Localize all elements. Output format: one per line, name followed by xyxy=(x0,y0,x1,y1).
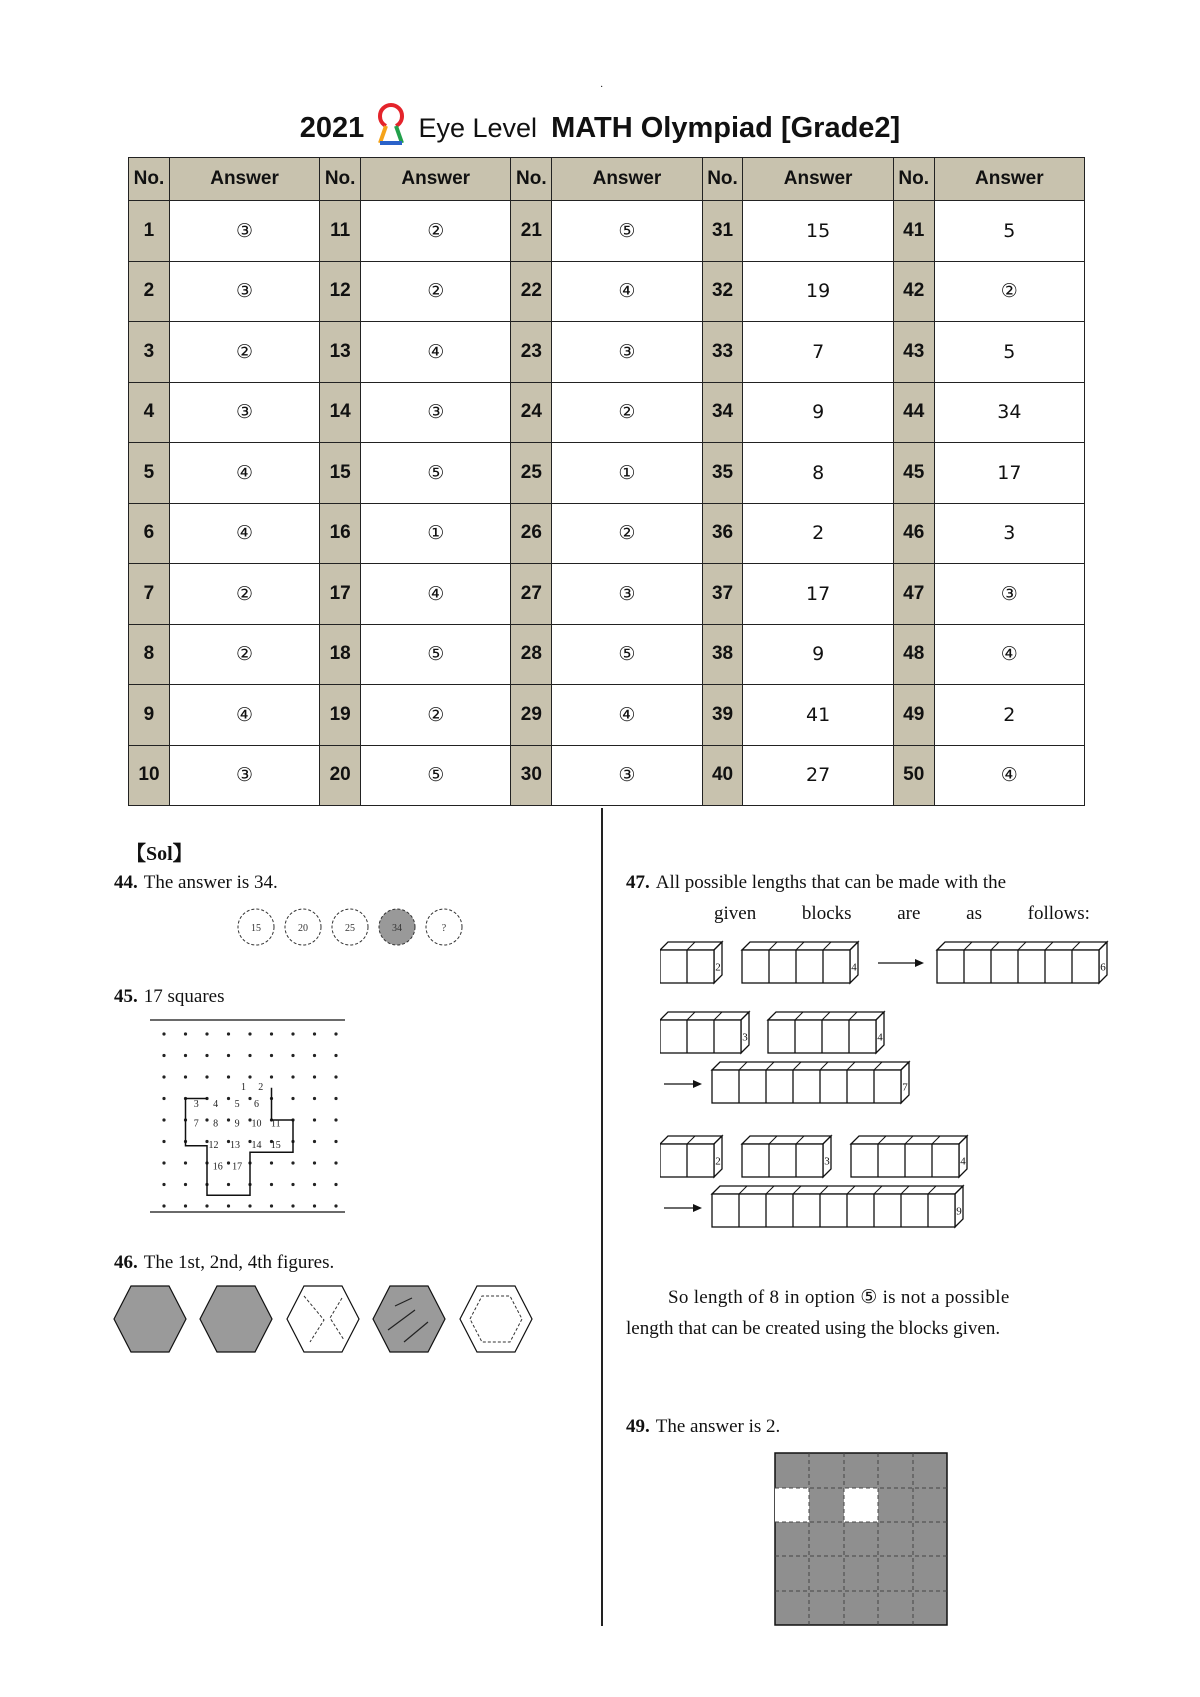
question-number-cell: 20 xyxy=(320,745,361,806)
question-number-cell: 50 xyxy=(893,745,934,806)
sequence-circle-label: 15 xyxy=(251,923,261,934)
q45-dot-grid-figure xyxy=(150,1018,345,1214)
q47-line1: All possible lengths that can be made with the xyxy=(655,872,1007,893)
answer-cell: ⑤ xyxy=(361,624,511,685)
no-header: No. xyxy=(320,158,361,201)
answer-cell: ④ xyxy=(552,261,702,322)
q47-word: blocks xyxy=(801,903,852,924)
cube-block xyxy=(660,942,722,983)
arrow-icon xyxy=(664,1080,702,1088)
logo-text: Eye Level xyxy=(418,113,538,143)
answer-cell: ③ xyxy=(552,322,702,383)
answer-table-header xyxy=(129,158,1085,201)
cube-block xyxy=(742,942,858,983)
question-number-cell: 32 xyxy=(702,261,743,322)
question-number-cell: 26 xyxy=(511,503,552,564)
answer-cell: 17 xyxy=(934,443,1084,504)
answer-cell: 34 xyxy=(934,382,1084,443)
question-number-cell: 10 xyxy=(129,745,170,806)
question-number-cell: 40 xyxy=(702,745,743,806)
answer-cell: 5 xyxy=(934,201,1084,262)
answer-cell: ③ xyxy=(552,745,702,806)
q47-word: are xyxy=(897,903,921,924)
table-row xyxy=(129,201,1085,262)
hexagon-figure-5 xyxy=(460,1286,532,1352)
question-number-cell: 1 xyxy=(129,201,170,262)
question-number-cell: 24 xyxy=(511,382,552,443)
question-number-cell: 8 xyxy=(129,624,170,685)
answer-cell: ④ xyxy=(169,503,319,564)
answer-cell: 27 xyxy=(743,745,893,806)
q47-word: given xyxy=(714,903,757,924)
q49-grid-figure xyxy=(774,1452,950,1628)
arrow-icon xyxy=(664,1204,702,1212)
answer-cell: 2 xyxy=(743,503,893,564)
question-number-cell: 43 xyxy=(893,322,934,383)
q47-blocks-figure xyxy=(660,932,1120,1232)
question-number-cell: 49 xyxy=(893,685,934,746)
header-mark: · xyxy=(600,82,604,93)
sequence-circle-label: 25 xyxy=(345,923,355,934)
table-row xyxy=(129,322,1085,383)
block-length-label: 4 xyxy=(960,1155,966,1168)
question-number-cell: 7 xyxy=(129,564,170,625)
table-row xyxy=(129,503,1085,564)
column-divider xyxy=(601,808,603,1626)
no-header: No. xyxy=(702,158,743,201)
q44-statement xyxy=(114,872,278,894)
square-number-label: 2 xyxy=(258,1081,264,1093)
square-number-label: 13 xyxy=(229,1139,240,1151)
answer-cell: ④ xyxy=(169,443,319,504)
square-number-label: 5 xyxy=(234,1099,240,1111)
q47-conclusion-line1: So length of 8 in option ⑤ is not a possible xyxy=(668,1287,1010,1308)
q45-number: 45. xyxy=(114,986,138,1007)
question-number-cell: 34 xyxy=(702,382,743,443)
question-number-cell: 31 xyxy=(702,201,743,262)
q49-white-square xyxy=(775,1488,809,1522)
sequence-circle xyxy=(332,909,368,945)
q49-white-square xyxy=(844,1488,878,1522)
table-row xyxy=(129,564,1085,625)
block-length-label: 4 xyxy=(851,961,857,974)
square-number-label: 6 xyxy=(253,1099,259,1111)
answer-cell: ③ xyxy=(934,564,1084,625)
question-number-cell: 3 xyxy=(129,322,170,383)
question-number-cell: 17 xyxy=(320,564,361,625)
block-length-label: 2 xyxy=(715,961,721,974)
answer-cell: 2 xyxy=(934,685,1084,746)
table-row xyxy=(129,261,1085,322)
answer-cell: ③ xyxy=(169,201,319,262)
question-number-cell: 35 xyxy=(702,443,743,504)
answer-cell: ③ xyxy=(552,564,702,625)
question-number-cell: 6 xyxy=(129,503,170,564)
square-number-label: 11 xyxy=(270,1118,281,1130)
eye-level-logo-icon xyxy=(376,102,406,146)
q49-statement xyxy=(626,1416,780,1438)
answer-cell: ③ xyxy=(169,382,319,443)
q49-number: 49. xyxy=(626,1416,650,1437)
square-number-label: 1 xyxy=(241,1081,247,1093)
question-number-cell: 39 xyxy=(702,685,743,746)
question-number-cell: 13 xyxy=(320,322,361,383)
answer-cell: ② xyxy=(361,261,511,322)
table-row xyxy=(129,685,1085,746)
table-row xyxy=(129,443,1085,504)
question-number-cell: 48 xyxy=(893,624,934,685)
question-number-cell: 19 xyxy=(320,685,361,746)
q45-statement xyxy=(114,986,224,1008)
square-number-label: 7 xyxy=(193,1118,199,1130)
no-header: No. xyxy=(129,158,170,201)
q47-statement-line1 xyxy=(626,872,1006,894)
answer-header: Answer xyxy=(743,158,893,201)
answer-cell: ⑤ xyxy=(361,443,511,504)
answer-header: Answer xyxy=(361,158,511,201)
square-number-label: 15 xyxy=(270,1139,281,1151)
hexagon-figure-2 xyxy=(200,1286,272,1352)
answer-cell: ② xyxy=(361,201,511,262)
q47-conclusion-line2: length that can be created using the blocks given. xyxy=(626,1318,1001,1339)
answer-cell: 8 xyxy=(743,443,893,504)
question-number-cell: 21 xyxy=(511,201,552,262)
answer-cell: ③ xyxy=(361,382,511,443)
square-number-label: 4 xyxy=(213,1099,219,1111)
answer-cell: ④ xyxy=(552,685,702,746)
question-number-cell: 27 xyxy=(511,564,552,625)
answer-cell: 7 xyxy=(743,322,893,383)
q47-word: follows: xyxy=(1027,903,1090,924)
square-number-label: 8 xyxy=(213,1118,219,1130)
question-number-cell: 22 xyxy=(511,261,552,322)
question-number-cell: 44 xyxy=(893,382,934,443)
q47-statement-line2 xyxy=(714,903,1090,925)
answer-cell: ① xyxy=(552,443,702,504)
question-number-cell: 38 xyxy=(702,624,743,685)
sequence-circle xyxy=(238,909,274,945)
q46-number: 46. xyxy=(114,1252,138,1273)
answer-cell: ② xyxy=(169,624,319,685)
cube-block xyxy=(712,1062,909,1103)
q44-circles-figure xyxy=(236,906,476,948)
question-number-cell: 37 xyxy=(702,564,743,625)
answer-cell: 9 xyxy=(743,624,893,685)
cube-block xyxy=(660,1136,722,1177)
arrow-icon xyxy=(878,959,924,967)
block-length-label: 3 xyxy=(824,1155,830,1168)
q49-text: The answer is 2. xyxy=(655,1416,781,1437)
answer-cell: ② xyxy=(934,261,1084,322)
answer-cell: ② xyxy=(169,322,319,383)
question-number-cell: 47 xyxy=(893,564,934,625)
title-year: 2021 xyxy=(299,112,365,144)
answer-cell: 15 xyxy=(743,201,893,262)
cube-block xyxy=(851,1136,967,1177)
question-number-cell: 29 xyxy=(511,685,552,746)
answer-cell: 5 xyxy=(934,322,1084,383)
block-length-label: 3 xyxy=(742,1031,748,1044)
question-number-cell: 18 xyxy=(320,624,361,685)
cube-block xyxy=(768,1012,884,1053)
answer-cell: ③ xyxy=(169,745,319,806)
answer-header: Answer xyxy=(934,158,1084,201)
cube-block xyxy=(937,942,1107,983)
question-number-cell: 28 xyxy=(511,624,552,685)
answer-cell: ④ xyxy=(934,745,1084,806)
answer-cell: ① xyxy=(361,503,511,564)
block-length-label: 4 xyxy=(877,1031,883,1044)
question-number-cell: 4 xyxy=(129,382,170,443)
hexagon-figure-3 xyxy=(287,1286,359,1352)
answer-cell: ④ xyxy=(169,685,319,746)
block-length-label: 2 xyxy=(715,1155,721,1168)
question-number-cell: 42 xyxy=(893,261,934,322)
hexagon-figure-4 xyxy=(373,1286,445,1352)
question-number-cell: 9 xyxy=(129,685,170,746)
q46-text: The 1st, 2nd, 4th figures. xyxy=(143,1252,335,1273)
answer-cell: ⑤ xyxy=(361,745,511,806)
square-number-label: 10 xyxy=(251,1118,262,1130)
answer-cell: ④ xyxy=(934,624,1084,685)
question-number-cell: 5 xyxy=(129,443,170,504)
question-number-cell: 12 xyxy=(320,261,361,322)
question-number-cell: 46 xyxy=(893,503,934,564)
q47-number: 47. xyxy=(626,872,650,893)
question-number-cell: 30 xyxy=(511,745,552,806)
cube-block xyxy=(712,1186,963,1227)
question-number-cell: 15 xyxy=(320,443,361,504)
no-header: No. xyxy=(893,158,934,201)
question-number-cell: 11 xyxy=(320,201,361,262)
answer-cell: 41 xyxy=(743,685,893,746)
question-number-cell: 23 xyxy=(511,322,552,383)
question-number-cell: 41 xyxy=(893,201,934,262)
q46-statement xyxy=(114,1252,334,1274)
answer-cell: ② xyxy=(169,564,319,625)
sequence-circle xyxy=(426,909,462,945)
q46-hexagons-figure xyxy=(112,1284,540,1354)
table-row xyxy=(129,382,1085,443)
question-number-cell: 36 xyxy=(702,503,743,564)
answer-cell: ⑤ xyxy=(552,624,702,685)
answer-cell: ② xyxy=(552,503,702,564)
question-number-cell: 2 xyxy=(129,261,170,322)
sequence-circle-label: 20 xyxy=(298,923,308,934)
square-number-label: 12 xyxy=(208,1139,219,1151)
square-number-label: 9 xyxy=(234,1118,240,1130)
no-header: No. xyxy=(511,158,552,201)
question-number-cell: 45 xyxy=(893,443,934,504)
hexagon-figure-1 xyxy=(114,1286,186,1352)
question-number-cell: 25 xyxy=(511,443,552,504)
cube-block xyxy=(742,1136,831,1177)
answer-cell: ③ xyxy=(169,261,319,322)
table-row xyxy=(129,745,1085,806)
cube-block xyxy=(660,1012,749,1053)
square-number-label: 16 xyxy=(212,1161,223,1173)
answer-header: Answer xyxy=(552,158,702,201)
table-row xyxy=(129,624,1085,685)
answer-cell: ⑤ xyxy=(552,201,702,262)
sequence-circle xyxy=(285,909,321,945)
q47-word: as xyxy=(966,903,982,924)
answer-cell: 9 xyxy=(743,382,893,443)
block-length-label: 7 xyxy=(902,1081,908,1094)
square-number-label: 14 xyxy=(251,1139,262,1151)
answer-cell: ② xyxy=(361,685,511,746)
block-length-label: 6 xyxy=(1100,961,1106,974)
sequence-circle-label: 34 xyxy=(392,923,402,934)
square-number-label: 3 xyxy=(193,1099,199,1111)
solutions-header: 【Sol】 xyxy=(126,843,193,865)
block-length-label: 9 xyxy=(956,1205,962,1218)
sequence-circle-label: ? xyxy=(441,923,447,934)
question-number-cell: 16 xyxy=(320,503,361,564)
answer-table-body xyxy=(129,201,1085,806)
answer-cell: 19 xyxy=(743,261,893,322)
answer-cell: 3 xyxy=(934,503,1084,564)
q44-text: The answer is 34. xyxy=(143,872,278,893)
title-text: MATH Olympiad [Grade2] xyxy=(551,112,901,144)
answer-cell: ② xyxy=(552,382,702,443)
answer-header: Answer xyxy=(169,158,319,201)
question-number-cell: 33 xyxy=(702,322,743,383)
question-number-cell: 14 xyxy=(320,382,361,443)
answer-cell: ④ xyxy=(361,564,511,625)
square-number-label: 17 xyxy=(232,1161,243,1173)
answer-cell: 17 xyxy=(743,564,893,625)
q45-text: 17 squares xyxy=(143,986,225,1007)
q44-number: 44. xyxy=(114,872,138,893)
answer-cell: ④ xyxy=(361,322,511,383)
page-title xyxy=(0,102,1200,146)
sequence-circle xyxy=(379,909,415,945)
answer-table xyxy=(128,157,1085,806)
